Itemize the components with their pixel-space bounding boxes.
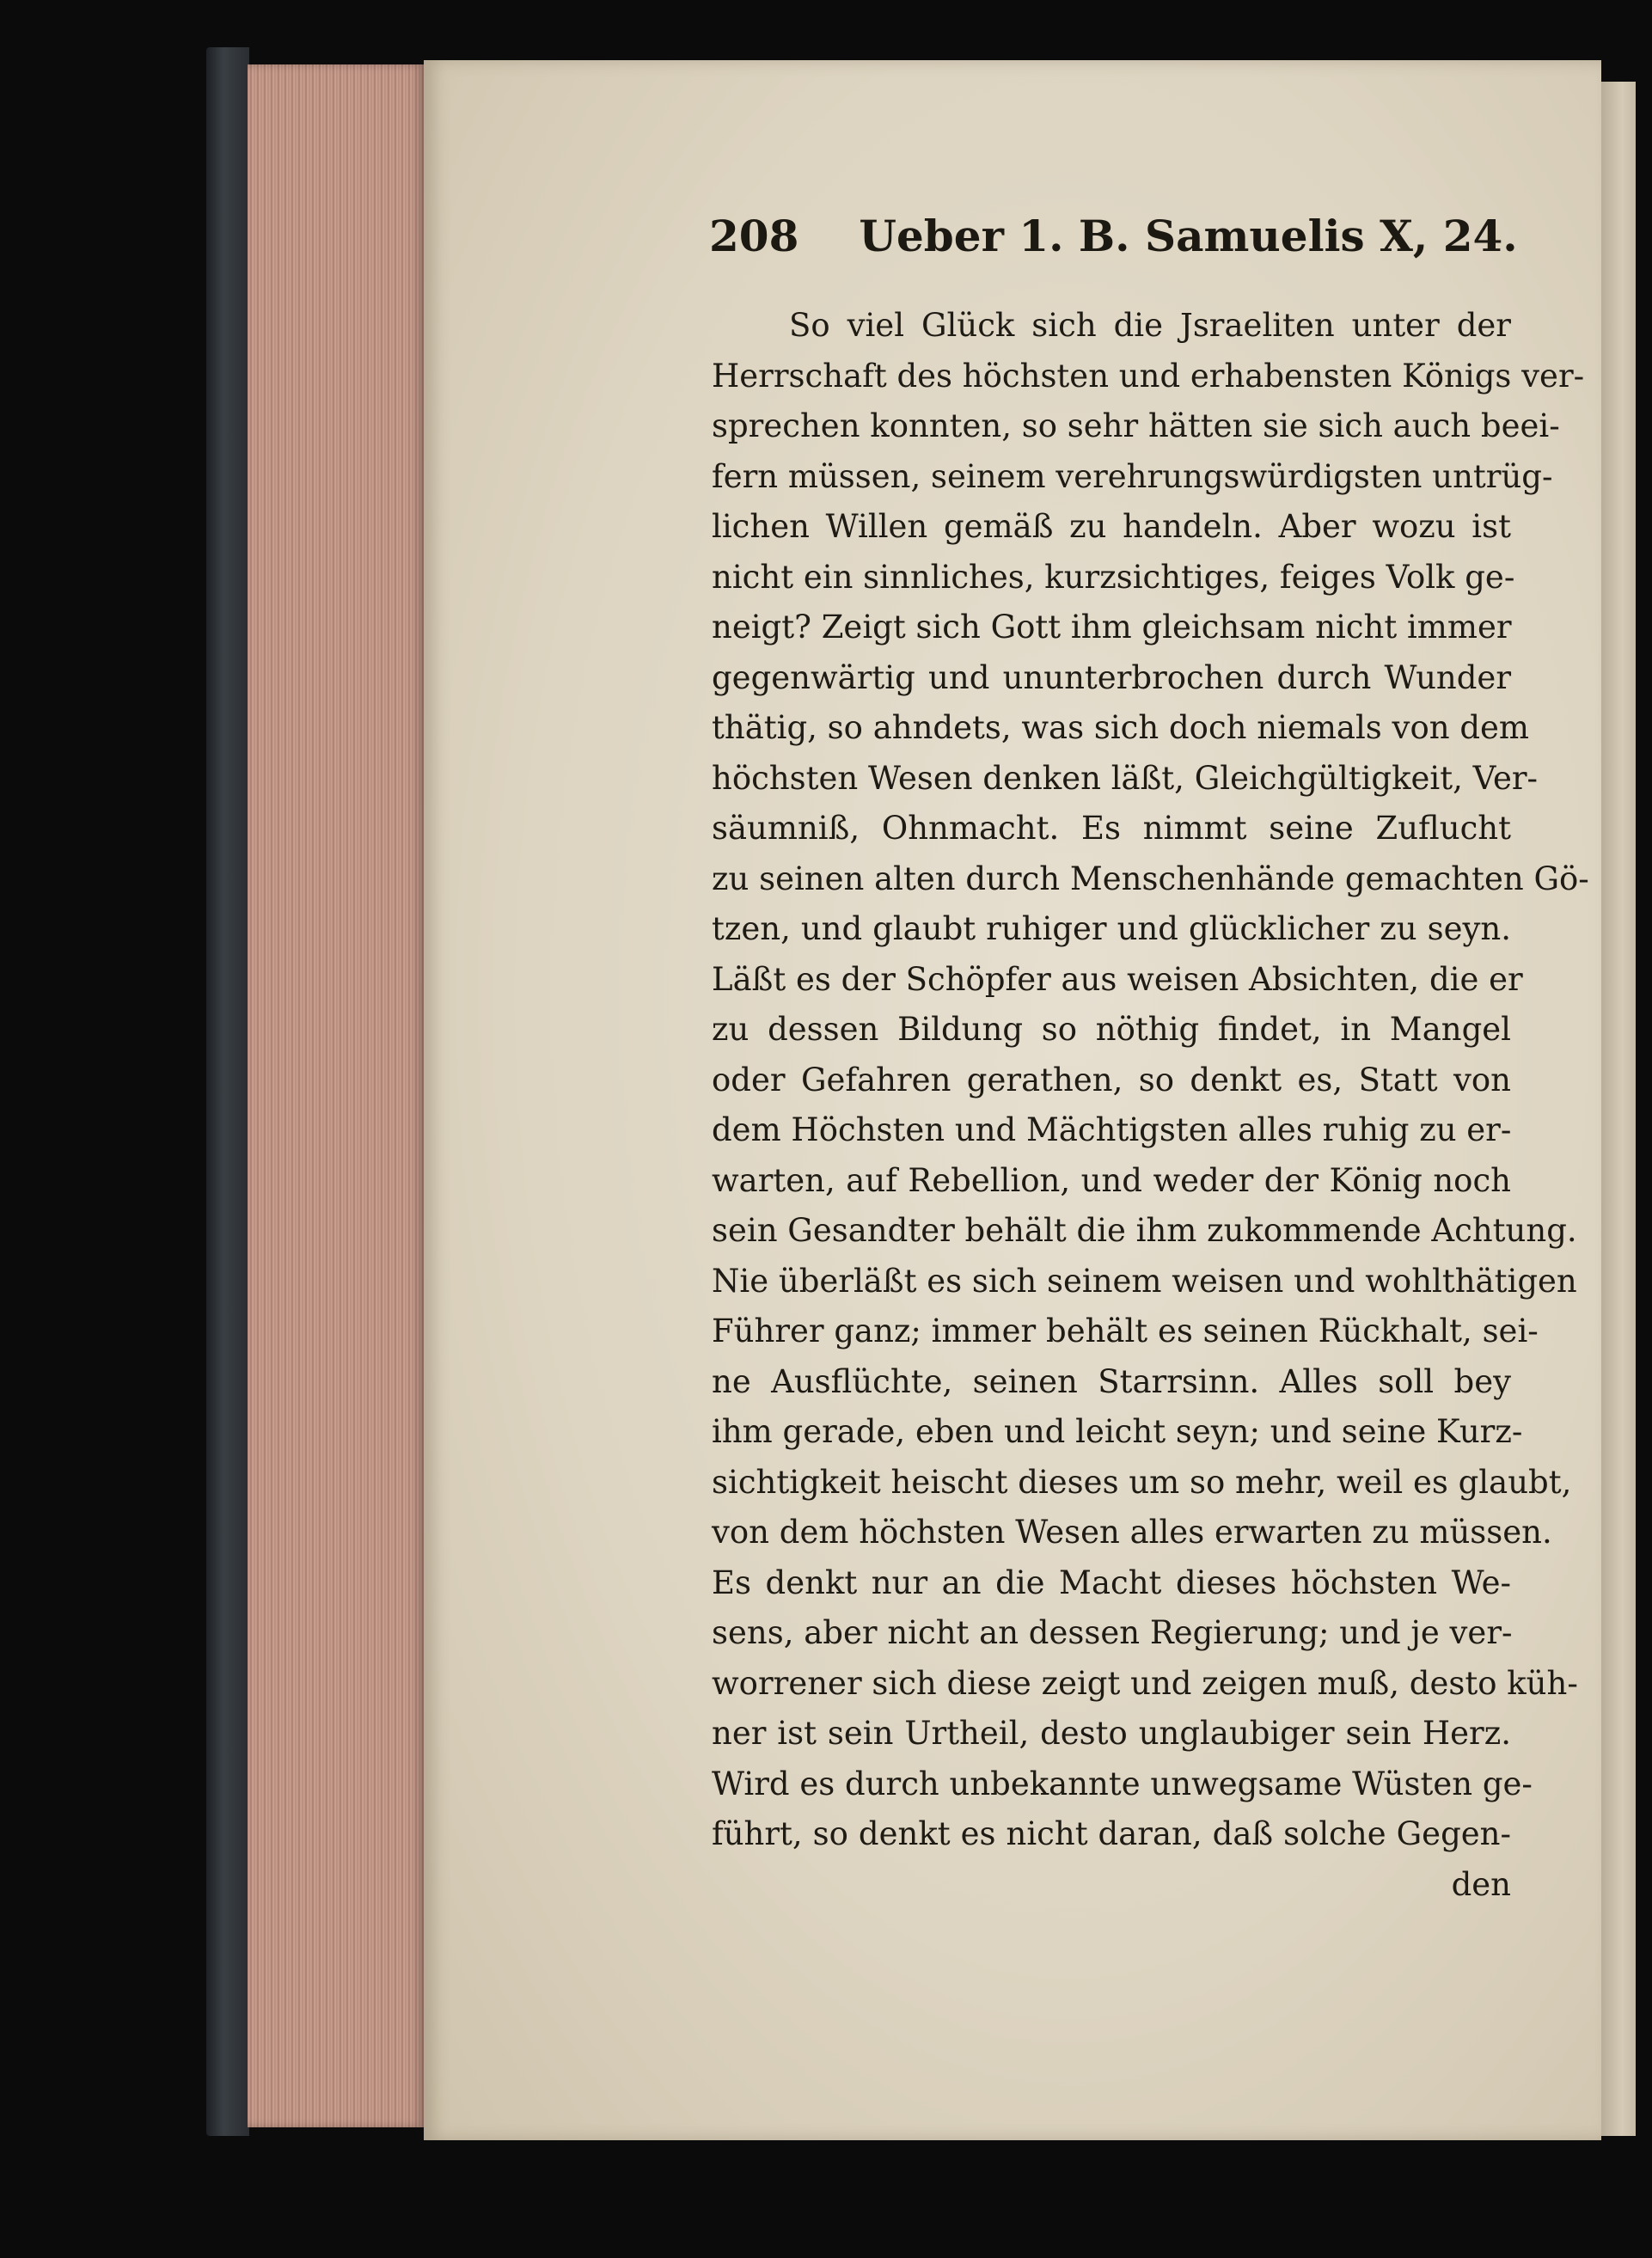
text-line: Nie überläßt es sich seinem weisen und wohlthätigen (712, 1262, 1577, 1300)
text-line: Herrschaft des höchsten und erhabensten Königs ver- (712, 357, 1585, 395)
text-line: fern müssen, seinem verehrungswürdigsten untrüg- (712, 457, 1553, 495)
text-line: neigt? Zeigt sich Gott ihm gleichsam nicht immer (712, 609, 1512, 646)
text-line: höchsten Wesen denken läßt, Gleichgültigkeit, Ver- (712, 759, 1539, 797)
text-line: ner ist sein Urtheil, desto unglaubiger sein Herz. (712, 1715, 1511, 1752)
text-line: Es denkt nur an die Macht dieses höchsten We- (712, 1563, 1511, 1601)
body-text (712, 301, 1589, 1910)
text-line: ne Ausflüchte, seinen Starrsinn. Alles soll bey (712, 1362, 1511, 1400)
text-line: oder Gefahren gerathen, so denkt es, Statt von (712, 1061, 1511, 1098)
page-edges (248, 64, 424, 2127)
text-line: thätig, so ahndets, was sich doch niemals von dem (712, 709, 1529, 746)
text-line: sens, aber nicht an dessen Regierung; und je ver- (712, 1614, 1513, 1651)
text-line: dem Höchsten und Mächtigsten alles ruhig zu er- (712, 1111, 1512, 1148)
text-line: sprechen konnten, so sehr hätten sie sich auch beei- (712, 407, 1560, 444)
text-line: tzen, und glaubt ruhiger und glücklicher zu seyn. (712, 910, 1511, 947)
text-line: So viel Glück sich die Jsraeliten unter der (789, 307, 1511, 344)
text-line: Führer ganz; immer behält es seinen Rückhalt, sei- (712, 1313, 1539, 1349)
catchword: den (1451, 1865, 1511, 1903)
running-head: Ueber 1. B. Samuelis X, 24. (859, 211, 1518, 261)
book-cover-edge (206, 47, 249, 2136)
text-line: gegenwärtig und ununterbrochen durch Wunder (712, 658, 1511, 696)
text-line: von dem höchsten Wesen alles erwarten zu müssen. (712, 1514, 1552, 1551)
text-line: Läßt es der Schöpfer aus weisen Absichten, die er (712, 960, 1523, 998)
text-line: zu dessen Bildung so nöthig findet, in Mangel (712, 1011, 1511, 1048)
page-header (709, 211, 1518, 271)
text-line: Wird es durch unbekannte unwegsame Wüsten ge- (712, 1765, 1533, 1802)
text-line: ihm gerade, eben und leicht seyn; und seine Kurz- (712, 1413, 1523, 1450)
text-line: warten, auf Rebellion, und weder der König noch (712, 1161, 1511, 1199)
text-line: sichtigkeit heischt dieses um so mehr, weil es glaubt, (712, 1463, 1572, 1501)
text-line: führt, so denkt es nicht daran, daß solche Gegen- (712, 1815, 1511, 1852)
text-line: lichen Willen gemäß zu handeln. Aber wozu ist (712, 508, 1511, 545)
text-line: zu seinen alten durch Menschenhände gemachten Gö- (712, 860, 1589, 897)
facing-page-edge (1601, 82, 1636, 2136)
text-line: säumniß, Ohnmacht. Es nimmt seine Zuflucht (712, 810, 1511, 847)
text-line: sein Gesandter behält die ihm zukommende Achtung. (712, 1212, 1577, 1249)
text-line: nicht ein sinnliches, kurzsichtiges, feiges Volk ge- (712, 558, 1515, 596)
page-number: 208 (709, 211, 799, 261)
text-line: worrener sich diese zeigt und zeigen muß, desto küh- (712, 1664, 1578, 1702)
